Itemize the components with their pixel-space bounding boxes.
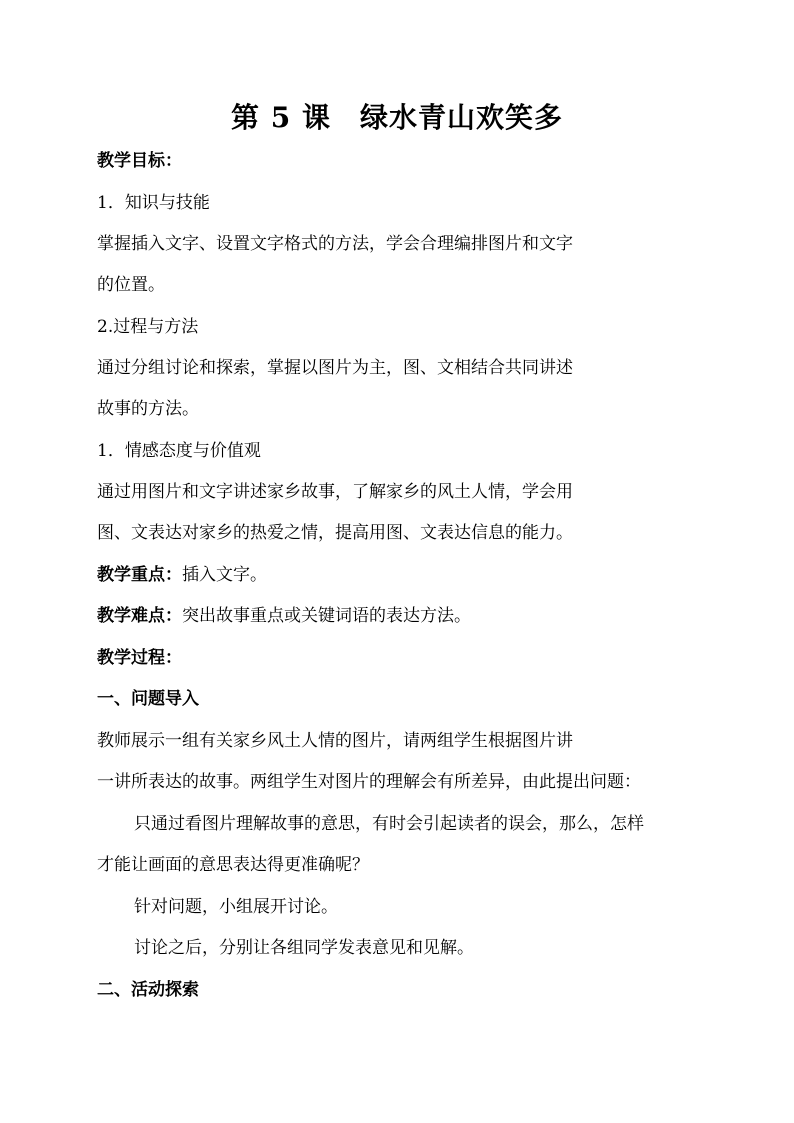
section1-heading: 一、问题导入 — [97, 689, 199, 709]
section1-line2: 一讲所表达的故事。两组学生对图片的理解会有所差异，由此提出问题： — [97, 772, 641, 792]
page-title: 第 5 课 绿水青山欢笑多 — [231, 101, 563, 134]
section1-line6: 讨论之后，分别让各组同学发表意见和见解。 — [134, 938, 474, 958]
process-heading: 教学过程： — [97, 648, 182, 668]
section1-line5: 针对问题，小组展开讨论。 — [134, 897, 338, 917]
difficulty-line — [97, 605, 471, 627]
item2-text-line2: 故事的方法。 — [97, 399, 199, 419]
item1-heading: 1．知识与技能 — [97, 193, 210, 213]
item3-text-line1: 通过用图片和文字讲述家乡故事，了解家乡的风土人情，学会用 — [97, 482, 573, 502]
key-point-text: 插入文字。 — [182, 565, 267, 585]
section1-line3: 只通过看图片理解故事的意思，有时会引起读者的误会，那么，怎样 — [134, 814, 644, 834]
item1-text-line2: 的位置。 — [97, 275, 165, 295]
section1-line1: 教师展示一组有关家乡风土人情的图片，请两组学生根据图片讲 — [97, 731, 573, 751]
key-point-label: 教学重点： — [97, 565, 182, 585]
objectives-heading: 教学目标： — [97, 151, 182, 171]
difficulty-label: 教学难点： — [97, 606, 182, 626]
section1-line4: 才能让画面的意思表达得更准确呢？ — [97, 855, 369, 875]
item3-heading: 1．情感态度与价值观 — [97, 441, 261, 461]
item3-text-line2: 图、文表达对家乡的热爱之情，提高用图、文表达信息的能力。 — [97, 523, 573, 543]
difficulty-text: 突出故事重点或关键词语的表达方法。 — [182, 606, 471, 626]
item1-text-line1: 掌握插入文字、设置文字格式的方法，学会合理编排图片和文字 — [97, 234, 573, 254]
item2-text-line1: 通过分组讨论和探索，掌握以图片为主，图、文相结合共同讲述 — [97, 358, 573, 378]
key-point-line — [97, 564, 267, 586]
section2-heading: 二、活动探索 — [97, 980, 199, 1000]
item2-heading: 2.过程与方法 — [97, 317, 199, 337]
